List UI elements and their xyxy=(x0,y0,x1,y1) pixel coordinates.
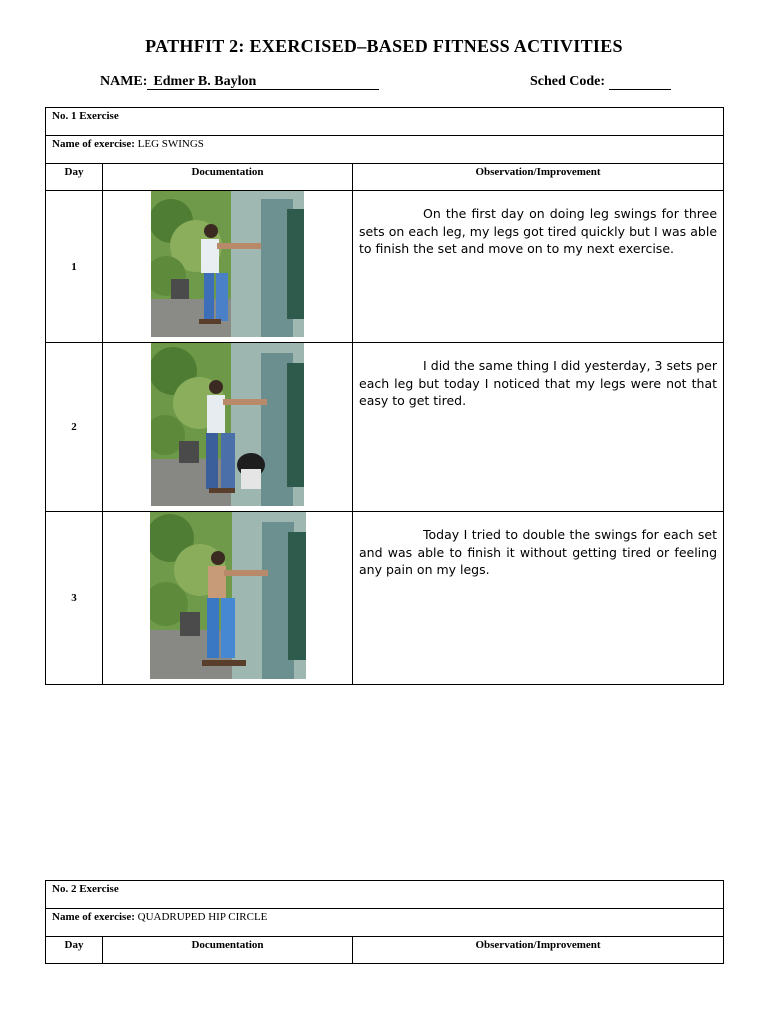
header-observation: Observation/Improvement xyxy=(353,164,724,191)
observation-cell: Today I tried to double the swings for each set and was able to finish it without getting tired or feeling any pain on my legs. xyxy=(353,512,724,685)
header-day: Day xyxy=(46,937,103,964)
name-value: Edmer B. Baylon xyxy=(147,74,379,90)
exercise-photo xyxy=(150,512,306,679)
documentation-cell xyxy=(103,191,353,343)
exercise-2-number: No. 2 Exercise xyxy=(46,881,724,909)
header-observation: Observation/Improvement xyxy=(353,937,724,964)
exercise-1-name: Name of exercise: LEG SWINGS xyxy=(46,136,724,164)
documentation-cell xyxy=(103,343,353,512)
header-documentation: Documentation xyxy=(103,937,353,964)
table-row xyxy=(46,191,724,343)
day-cell: 1 xyxy=(46,191,103,343)
sched-code-blank xyxy=(609,75,671,90)
header-day: Day xyxy=(46,164,103,191)
name-label: NAME: xyxy=(100,74,148,89)
observation-cell: On the first day on doing leg swings for three sets on each leg, my legs got tired quickly but I was able to finish the set and move on to my next exercise. xyxy=(353,191,724,343)
exercise-1-table xyxy=(45,107,724,685)
observation-cell: I did the same thing I did yesterday, 3 sets per each leg but today I noticed that my legs were not that easy to get tired. xyxy=(353,343,724,512)
sched-code-field xyxy=(530,74,671,90)
day-cell: 2 xyxy=(46,343,103,512)
exercise-2-table xyxy=(45,880,724,964)
documentation-cell xyxy=(103,512,353,685)
exercise-photo xyxy=(151,191,304,337)
table-row xyxy=(46,343,724,512)
table-row xyxy=(46,512,724,685)
name-field xyxy=(100,74,379,90)
exercise-2-name-value: QUADRUPED HIP CIRCLE xyxy=(137,911,268,923)
exercise-2-name: Name of exercise: QUADRUPED HIP CIRCLE xyxy=(46,909,724,937)
exercise-1-name-value: LEG SWINGS xyxy=(137,138,204,150)
header-documentation: Documentation xyxy=(103,164,353,191)
document-title: PATHFIT 2: EXERCISED–BASED FITNESS ACTIVITIES xyxy=(145,36,623,56)
exercise-1-number: No. 1 Exercise xyxy=(46,108,724,136)
day-cell: 3 xyxy=(46,512,103,685)
sched-code-label: Sched Code: xyxy=(530,74,606,89)
exercise-photo xyxy=(151,343,304,506)
